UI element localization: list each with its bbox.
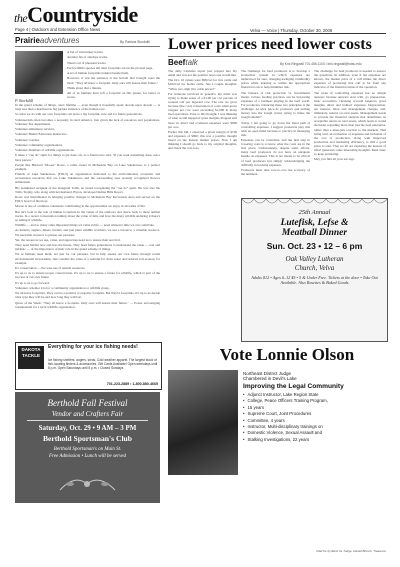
lower-prices-divider bbox=[168, 56, 386, 57]
paragraph: Wildlife — and so many other important things we value in life — need whatever time we can contribute. bbox=[15, 223, 155, 228]
masthead-title: Countryside bbox=[27, 2, 138, 27]
list-item: • Committee, 4 years bbox=[243, 418, 386, 424]
beef-title: Beef bbox=[168, 58, 186, 67]
paragraph: May you find all your ear tags. bbox=[314, 157, 355, 162]
paragraph: People like Bernard "Moose" Rowe, a cabin owner in McKenzie Bay on Lake Sakakawea, is a perfect example. bbox=[15, 162, 160, 171]
list-item: • Supreme Court, Joint Procedures bbox=[243, 411, 386, 417]
beef-talk-heading bbox=[168, 58, 198, 67]
paragraph: It takes a "can do" spirit for things to get done. Or, as a friend once said, "If you want something done, ask a busy person." bbox=[15, 153, 160, 162]
list-item: • Instructor, Multi-disciplinary trainings on bbox=[243, 424, 386, 430]
paragraph: Yet, the resources we use, value, and appreciate need us to ensure their survival. bbox=[15, 237, 121, 242]
prairie-adventures-heading bbox=[15, 36, 80, 45]
paragraph: Another fan of antelope tracks. bbox=[67, 55, 108, 60]
berthold-venue: Berthold Sportsman's Club bbox=[42, 434, 133, 443]
dakota-tackle-phone: 701-223-2889 • 1-800-880-4665 bbox=[106, 382, 158, 386]
paragraph: It's conservation — the wise use of natural resources. bbox=[15, 265, 86, 270]
prairie-title-italic: adventures bbox=[39, 36, 80, 45]
newspaper-section-title bbox=[14, 2, 138, 28]
vote-position: Northeast District Judge bbox=[243, 371, 292, 376]
paragraph: But let's look at the role of human footprints in the venue of the outdoors and check back to those animal tracks. In a recent conversation talking about the value of time and how the many wildlife enduring it there's no telling if wildlife. bbox=[15, 209, 160, 222]
dakota-tackle-ad bbox=[15, 342, 162, 390]
masthead-subtitle: Page 4 | Outdoors and Extension Office News bbox=[15, 27, 101, 32]
vote-headline: Vote Lonnie Olson bbox=[219, 345, 355, 364]
beef-talk-byline: By Kris Ringwall 701.456.1103 • kris.ringwall@ndsu.edu bbox=[280, 62, 362, 66]
paragraph: We all leave footprints. They can be a positive or negative footprint. But they're footprints. It's up to us decide what type they will be and how long they will last. bbox=[15, 291, 160, 300]
lutefisk-title-2: Meatball Dinner bbox=[281, 228, 348, 238]
list-item: • College, Peace Officers Training Program, bbox=[243, 398, 386, 404]
vote-location: Chambered in Devil's Lake bbox=[243, 376, 297, 381]
lower-prices-headline: Lower prices need lower costs bbox=[168, 36, 372, 53]
paragraph: Friends of Lake Sakakawea, (FOLS) an organization dedicated to the environmental, economic and recreational resources that are Lake Sakakawea and the surrounding area recently recognized Rowe's enthusiasm. bbox=[15, 172, 160, 185]
berthold-festival-ad bbox=[15, 392, 160, 503]
paragraph: In the grand scheme of things, one's lifetime — even though it hopefully spans decade upon decade — is truly less than a heartbeat in big picture existence of the human race. bbox=[15, 103, 160, 112]
dakota-tackle-body: Ice fishing shelters, augers, sleds, Cold weather apparel. The largest stock of fish-locating finders & accessories. Gift Cards Available! Open weekdays until 6 p.m. Open Saturdays until 5 p.m. • Closed Sundays bbox=[48, 358, 158, 370]
berthold-title: Berthold Fall Festival bbox=[47, 398, 128, 408]
dakota-tackle-logo: DAKOTA TACKLE bbox=[18, 346, 44, 369]
dakota-tackle-headline: Everything for your ice fishing needs! bbox=[48, 344, 138, 350]
paragraph: Volunteer, whether it is for a community organization or wildlife group. bbox=[15, 285, 110, 290]
paragraph: It's up to us to go forward. bbox=[15, 280, 50, 285]
paragraph: Volunteer community organizations. bbox=[15, 142, 63, 147]
paragraph: We as humans need them, not just for our pleasure, but in help ensure our own future through sound environmental stewardship. Just consider the value of a wetland for clean water and reduced soil erosion, for example. bbox=[15, 252, 160, 265]
paragraph: Moose is one of countless volunteers contributing in the opportunities we enjoy in all walks of life. bbox=[15, 204, 146, 209]
candidate-photo bbox=[168, 370, 238, 475]
lutefisk-annual: 25th Annual bbox=[298, 209, 331, 216]
paragraph: Think about that a minute. bbox=[67, 85, 102, 90]
paragraph: The challenge for beef producers is to develop a production system in which expenses are understood for sure, changing-swinging commodity prices while learning to utilize the appropriate financial tools to help minimize risk. bbox=[241, 69, 310, 90]
paragraph: Volunteer Hunter Education instructors. bbox=[15, 132, 68, 137]
paragraph: The challenge for beef producers is needed to answer the questions. In addition, even if the expenses are known, the market price of a calf minus the direct expenses of producing that calf is far from any indicator of the financial status of the operation. bbox=[314, 69, 386, 90]
paragraph: It's up to us to ensure proper conservation. It's up to us to ensure a future for wildlife, which is part of the success of our own future. bbox=[15, 271, 160, 280]
berthold-date: Saturday, Oct. 29 • 9 AM – 3 PM bbox=[38, 424, 137, 432]
paragraph: As hunters, anglers, hikers, birders, and just plain wildlife watchers, we use a resource, a valuable resource. We need that resource to pursue our passions. bbox=[15, 228, 160, 237]
prairie-divider bbox=[15, 46, 160, 47]
berthold-divider bbox=[27, 420, 148, 421]
masthead-issue-info: Velva — Voice | Thursday, October 30, 2008 bbox=[250, 28, 333, 33]
paragraph: However, it was the sentence at the bottom that brought roars the most: "They all know a footprint. Only ours will ensure their future." bbox=[67, 76, 160, 85]
vote-lonnie-olson-ad bbox=[168, 345, 386, 558]
vote-qualifications-list bbox=[243, 392, 386, 443]
paragraph: They need habitat now and into the future. They need future generations to understand the value — real and intrinsic — of the importance of their role in the grand scheme of things. bbox=[15, 243, 160, 252]
paragraph: Rowe was instrumental in bringing positive changes to McKenzie Bay Recreation Area and served on the FOLS board of directors. bbox=[15, 195, 160, 204]
prairie-intro-column bbox=[67, 50, 160, 100]
paid-for-notice: Paid for by Elect for Judge, Daniel Brhreh, Treasurer bbox=[316, 549, 386, 553]
scallop-border-icon bbox=[242, 199, 387, 205]
paragraph: His nominated recipient of the inaugural Tollis, an award recognizing the "can do" spirit. He was also the Tollis Trophy, who along with her husband, Byron, developed Indian Hills Resort. bbox=[15, 185, 160, 194]
lower-prices-column-3 bbox=[314, 69, 386, 163]
berthold-address: Berthold Sportsman's on Main St. bbox=[53, 447, 122, 452]
prairie-title: Prairie bbox=[15, 36, 40, 45]
lutefisk-venue-1: Oak Valley Lutheran bbox=[285, 255, 344, 263]
paragraph: The Oct. 16 values were $98/cwt for live cattle and $162/cwt for feeder cattle. Just a couple thoughts: "What, two-digit live cattle prices?" bbox=[168, 78, 237, 91]
paragraph: Earlier this fall, I expected a given margin of $700 and expenses of $690; this was a positive thought based on the Kenzie market prices. Now I am thinking I should go back to my original thoughts, and check the cost-loss. bbox=[168, 129, 237, 151]
paragraph: So what we do with our own footprints can leave a big footprint, now and for future generations. bbox=[15, 112, 143, 117]
list-item: • Domestic Violence, Sexual Assault and bbox=[243, 430, 386, 436]
prairie-byline: By Patricia Stockdill bbox=[120, 40, 150, 44]
berthold-subtitle: Vendor and Crafters Fair bbox=[51, 410, 124, 418]
paragraph: Volunteer ambulance services. bbox=[15, 127, 56, 132]
list-item: • Stalking Investigations, 22 years bbox=[243, 437, 386, 443]
paragraph: Each wildlife species left their footprints across the plowed page. bbox=[67, 65, 154, 70]
paragraph: All of us humans have left a footprint on this planet, for better or worse. bbox=[67, 91, 160, 100]
paragraph: Volunteer members of wildlife organizations. bbox=[15, 148, 75, 153]
paragraph: Quote of the Week: "They all know a footprint. Only ours will ensure their future." — Poster encouraging volunteerism for a local wildlife organization. bbox=[15, 300, 160, 309]
prairie-body-column bbox=[15, 103, 160, 310]
berthold-admission: Free Admission • Lunch will be served bbox=[48, 454, 127, 459]
paragraph: A set of human footprints trekked beside them. bbox=[67, 71, 129, 76]
lutefisk-venue-2: Church, Velva bbox=[294, 264, 335, 272]
lutefisk-dinner-ad bbox=[241, 198, 388, 342]
author-photo-caption: P. Stockdill bbox=[15, 98, 33, 103]
paragraph: A fan of wild turkey tracks. bbox=[67, 50, 104, 54]
author-photo bbox=[15, 51, 63, 94]
paragraph: The issue of controlling expenses has no simple answers because answers start with, go preparation, basic economics, checking account balances, gross margins, direct and indirect expenses. Depreciation, net interest, labor and management charges, and, ultimately, returns on total assets. Management needs to provide the financial analysis that determines an acceptable return on total assets, which leads to sound decisions regarding more than just the beef enterprise, rather than a knee-jerk reaction to the markets. That being said, an evaluation of expenses and inclusion of the cost of production, along with improved production and marketing efficiency, is still a good place to start. That we all are exploring the lessons of effort generates some interesting thoughts. Meet later, so keep pondering. bbox=[314, 90, 386, 157]
paragraph: Today, I am going to go down the fixed path of controlling expenses. I suggest producers play this with an open mind because to practice in managing risk. bbox=[241, 120, 310, 137]
paragraph: There's art of pheasant tracks. bbox=[67, 60, 107, 65]
paragraph: Volunteerism often becomes a necessity in rural America. Just given the lack of resources and populations. Volunteer fire departments. bbox=[15, 117, 160, 126]
paragraph: The balance of risk protection vs. investments means various feeding practices can be increasing expenses of a business playing in the beef world. For producers, balancing these two principles is the challenge. At what price do producers quit putting money into the trough versus trying to make the trough smaller? bbox=[241, 90, 310, 120]
paragraph: Expenses can be controlled, and the first step in lowering costs is to know what the costs are in the first place. Unfortunately, despite some efforts, many beef producers do not have an adequate handle on expenses. This is not meant to be critical of beef producers but simply acknowledging the difficulty in tracking expenses. bbox=[241, 138, 310, 167]
lutefisk-date: Sun. Oct. 23 • 12 – 6 pm bbox=[266, 241, 363, 251]
beef-title-italic: talk bbox=[185, 58, 198, 67]
paragraph: The daily Cattlefax report just popped into my email and was not the positive news one would like. bbox=[168, 69, 237, 78]
paragraph: Volunteer coaches. bbox=[15, 137, 40, 142]
lutefisk-title-1: Lutefisk, Lefse & bbox=[280, 218, 349, 228]
list-item: • Adjunct Instructor, Lake Region State bbox=[243, 392, 386, 398]
vote-slogan: Improving the Legal Community bbox=[243, 383, 344, 390]
paragraph: For someone involved in genetics, my mind was trying to make sense of a $1.00 per cwt percent of weaned calf per ingested cow. The rate we grow because (the cost) conversation of costs when grave tongues per cow were exceeding $1,000 in many beef operations. Prior to this thought, I was thinking of what would happen if grass margins dropped still more in direct and overhead expenses were $690 per cow. bbox=[168, 91, 237, 129]
masthead-the: the bbox=[14, 11, 28, 25]
list-item: • 15 years bbox=[243, 405, 386, 411]
vote-details bbox=[243, 369, 386, 443]
lutefisk-details: Adults $12 • Ages 6–12 $5 • 5 & Under Free. Tickets at the door • Take Out Available. Also Rosettes & Baked Goods bbox=[251, 275, 378, 286]
leaf-decoration-icon bbox=[55, 472, 120, 494]
paragraph: Producers must take cow-to-cow the accuracy of the numbers. bbox=[241, 167, 310, 176]
lower-prices-column-2 bbox=[241, 69, 310, 177]
masthead-divider bbox=[14, 33, 386, 34]
lower-prices-column-1 bbox=[168, 69, 237, 152]
